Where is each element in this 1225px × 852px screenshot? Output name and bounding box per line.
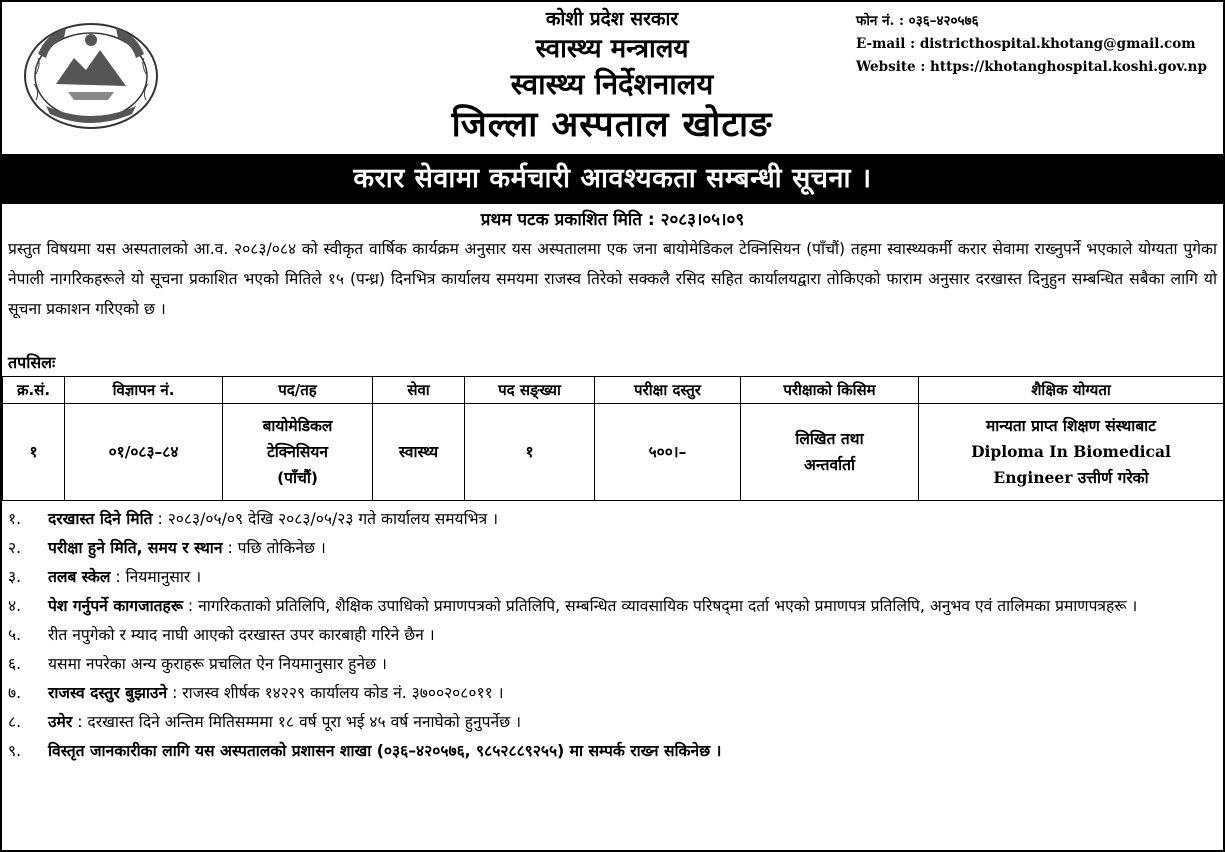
cell-qualification [919,404,1224,501]
cell-sn: १ [3,404,65,501]
directorate-name: स्वास्थ्य निर्देशनालय [510,67,714,101]
table-header-row [3,377,1224,404]
item-heading: तलब स्केल [48,568,111,586]
item-number: ५. [8,626,22,644]
qual-line-3-nepali: उत्तीर्ण गरेको [1077,469,1149,487]
list-item [8,563,1217,592]
cell-fee: ५००।– [595,404,741,501]
item-text: रीत नपुगेको र म्याद नाघी आएको दरखास्त उपर कारबाही गरिने छैन । [48,626,435,644]
list-item [8,621,1217,650]
item-number: २. [8,539,22,557]
conditions-list [2,505,1223,766]
item-number: ४. [8,597,22,615]
exam-line-2: अन्तर्वार्ता [804,456,855,474]
col-adv-no: विज्ञापन नं. [65,377,223,404]
item-number: १. [8,510,22,528]
col-sn: क्र.सं. [3,377,65,404]
item-number: ६. [8,655,22,673]
item-heading: परीक्षा हुने मिति, समय र स्थान [48,539,223,557]
item-text: : राजस्व शीर्षक १४२२९ कार्यालय कोड नं. ३७००२०८०११ । [167,684,504,702]
exam-line-1: लिखित तथा [795,430,864,448]
post-line-2: टेक्निसियन [266,443,328,461]
list-item [8,592,1217,621]
qual-line-3-english: Engineer [993,468,1073,487]
vacancy-table [2,376,1224,501]
cell-service: स्वास्थ्य [373,404,465,501]
email-address: E-mail : districthospital.khotang@gmail.com [856,36,1196,52]
cell-exam-type [741,404,919,501]
post-line-1: बायोमेडिकल [262,417,333,435]
item-heading: दरखास्त दिने मिति [48,510,153,528]
qual-line-2: Diploma In Biomedical [971,442,1171,461]
col-post: पद/तह [223,377,373,404]
post-line-3: (पाँचौं) [277,469,318,487]
col-fee: परीक्षा दस्तुर [595,377,741,404]
details-label: तपसिलः [8,353,56,372]
item-text: यसमा नपरेका अन्य कुराहरू प्रचलित ऐन नियमानुसार हुनेछ । [48,655,387,673]
item-text: : पछि तोकिनेछ । [222,539,326,557]
hospital-name: जिल्ला अस्पताल खोटाङ [451,105,773,145]
item-heading: विस्तृत जानकारीका लागि यस अस्पतालको प्रशासन शाखा (०३६–४२०५७६, ९८५२८८९२५५) मा सम्पर्क राख्न सकिनेछ । [48,742,722,760]
contact-block [856,10,1216,79]
item-text: : २०८३/०५/०९ देखि २०८३/०५/२३ गते कार्यालय समयभित्र । [152,510,499,528]
item-number: ७. [8,684,22,702]
list-item [8,737,1217,766]
col-count: पद सङ्ख्या [465,377,595,404]
item-heading: उमेर [48,713,73,731]
item-number: ८. [8,713,22,731]
item-text: : दरखास्त दिने अन्तिम मितिसम्ममा १८ वर्ष पूरा भई ४५ वर्ष ननाघेको हुनुपर्नेछ । [72,713,521,731]
col-service: सेवा [373,377,465,404]
list-item [8,505,1217,534]
phone-number: फोन नं. : ०३६–४२०५७६ [856,13,979,29]
intro-paragraph: प्रस्तुत विषयमा यस अस्पतालको आ.व. २०८३/०८४ को स्वीकृत वार्षिक कार्यक्रम अनुसार यस अस्पतालमा एक जना बायोमेडिकल टेक्निसियन (पाँचौं) तहमा स्वास्थ्यकर्मी करार सेवामा राख्नुपर्ने भएकाले योग्यता पुगेका नेपाली नागरिकहरूले यो सूचना प्रकाशित भएको मितिले १५ (पन्ध्र) दिनभित्र कार्यालय समयमा राजस्व तिरेको सक्कलै रसिद सहित कार्यालयद्वारा तोकिएको फाराम अनुसार दरखास्त दिनुहुन सम्बन्धित सबैका लागि यो सूचना प्रकाशन गरिएको छ । [8,240,1217,318]
item-number: ९. [8,742,22,760]
table-row [3,404,1224,501]
ministry-name: स्वास्थ्य मन्त्रालय [535,34,689,64]
notice-title: करार सेवामा कर्मचारी आवश्यकता सम्बन्धी सूचना । [2,154,1223,204]
qual-line-1: मान्यता प्राप्त शिक्षण संस्थाबाट [986,417,1156,435]
qual-line-3 [921,465,1221,491]
list-item [8,708,1217,737]
website-address: Website : https://khotanghospital.koshi.gov.np [856,59,1207,75]
cell-count: १ [465,404,595,501]
item-number: ३. [8,568,22,586]
list-item [8,679,1217,708]
item-heading: राजस्व दस्तुर बुझाउने [48,684,168,702]
list-item [8,650,1217,679]
organization-block [362,6,862,148]
published-date: प्रथम पटक प्रकाशित मिति : २०८३।०५।०९ [480,210,745,230]
col-qualification: शैक्षिक योग्यता [919,377,1224,404]
col-exam-type: परीक्षाको किसिम [741,377,919,404]
cell-post [223,404,373,501]
item-text: : नागरिकताको प्रतिलिपि, शैक्षिक उपाधिको प्रमाणपत्रको प्रतिलिपि, सम्बन्धित व्यावसायिक परिषद्‌मा दर्ता भएको प्रमाणपत्र प्रतिलिपि, अनुभव एवं तालिमका प्रमाणपत्रहरू । [182,597,1138,615]
item-heading: पेश गर्नुपर्ने कागजातहरू [48,597,183,615]
letterhead [2,2,1223,154]
item-text: : नियमानुसार । [110,568,202,586]
government-name: कोशी प्रदेश सरकार [545,8,679,30]
nepal-emblem-icon [16,14,166,134]
list-item [8,534,1217,563]
cell-adv-no: ०१/०८३–८४ [65,404,223,501]
